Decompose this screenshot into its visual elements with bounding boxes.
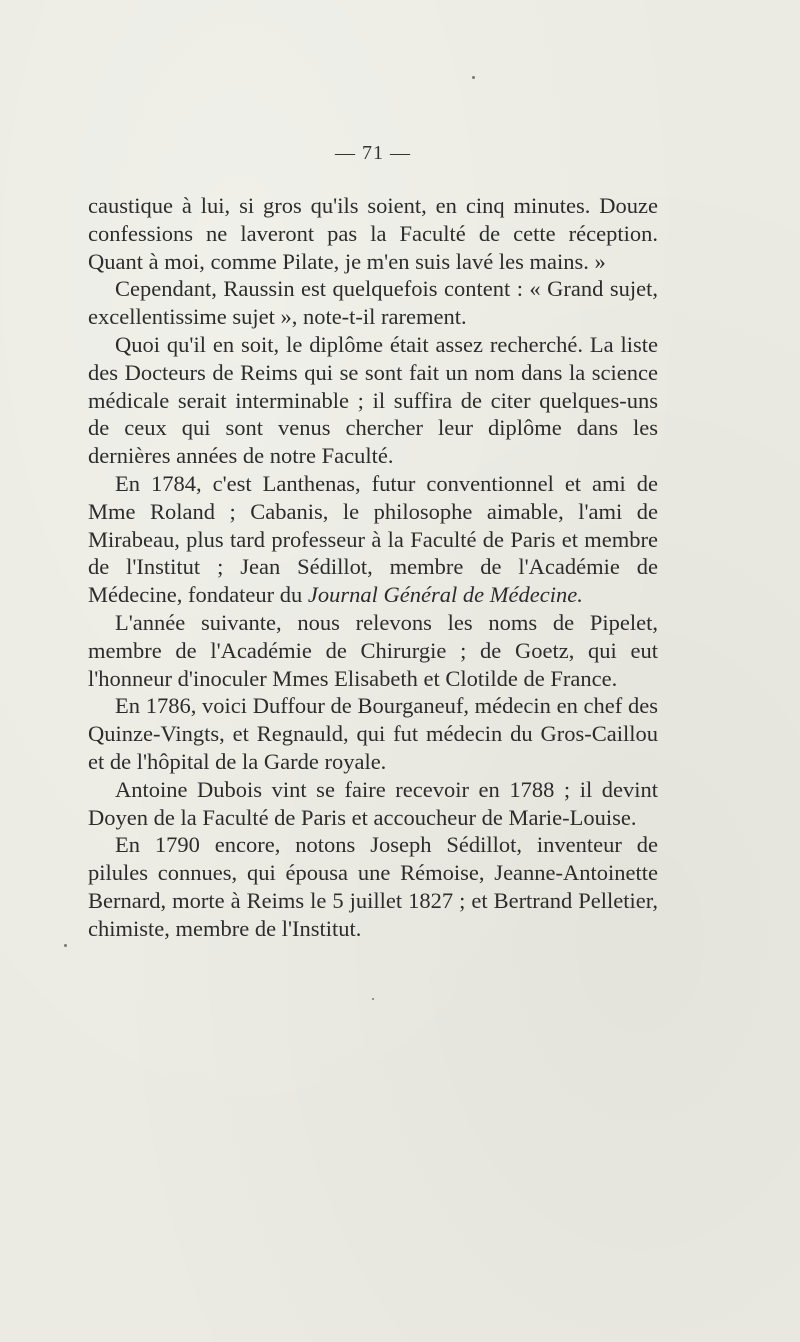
paragraph-4 <box>88 470 658 609</box>
speck <box>472 76 475 79</box>
page-number: — 71 — <box>335 142 411 164</box>
paragraph-2: Cependant, Raussin est quelquefois content : « Grand sujet, excellentissime sujet », note-t-il rarement. <box>88 276 658 330</box>
paragraph-4-text: En 1784, c'est Lanthenas, futur conventionnel et ami de Mme Roland ; Cabanis, le philosophe aimable, l'ami de Mirabeau, plus tard professeur à la Faculté de Paris et membre de l'Institut ; Jean Sédillot, membre de l'Académie de Médecine, fondateur du <box>88 470 658 608</box>
paragraph-8: En 1790 encore, notons Joseph Sédillot, inventeur de pilules connues, qui épousa une Rémoise, Jeanne-Antoinette Bernard, morte à Reims le 5 juillet 1827 ; et Bertrand Pelletier, chimiste, membre de l'Institut. <box>88 832 658 941</box>
paragraph-7: Antoine Dubois vint se faire recevoir en 1788 ; il devint Doyen de la Faculté de Paris et accoucheur de Marie-Louise. <box>88 776 658 830</box>
speck <box>64 944 67 947</box>
paragraph-6: En 1786, voici Duffour de Bourganeuf, médecin en chef des Quinze-Vingts, et Regnauld, qui fut médecin du Gros-Caillou et de l'hôpital de la Garde royale. <box>88 693 658 774</box>
paragraph-5: L'année suivante, nous relevons les noms de Pipelet, membre de l'Académie de Chirurgie ; de Goetz, qui eut l'honneur d'inoculer Mmes Elisabeth et Clotilde de France. <box>88 609 658 691</box>
paragraph-3: Quoi qu'il en soit, le diplôme était assez recherché. La liste des Docteurs de Reims qui se sont fait un nom dans la science médicale serait interminable ; il suffira de citer quelques-uns de ceux qui sont venus chercher leur diplôme dans les dernières années de notre Faculté. <box>88 331 658 469</box>
speck <box>372 998 374 1000</box>
journal-title: Journal Général de Médecine. <box>307 582 583 608</box>
paragraph-1: caustique à lui, si gros qu'ils soient, en cinq minutes. Douze confessions ne laveront pas la Faculté de cette réception. Quant à moi, comme Pilate, je m'en suis lavé les mains. » <box>88 193 658 274</box>
body-text <box>88 192 658 943</box>
